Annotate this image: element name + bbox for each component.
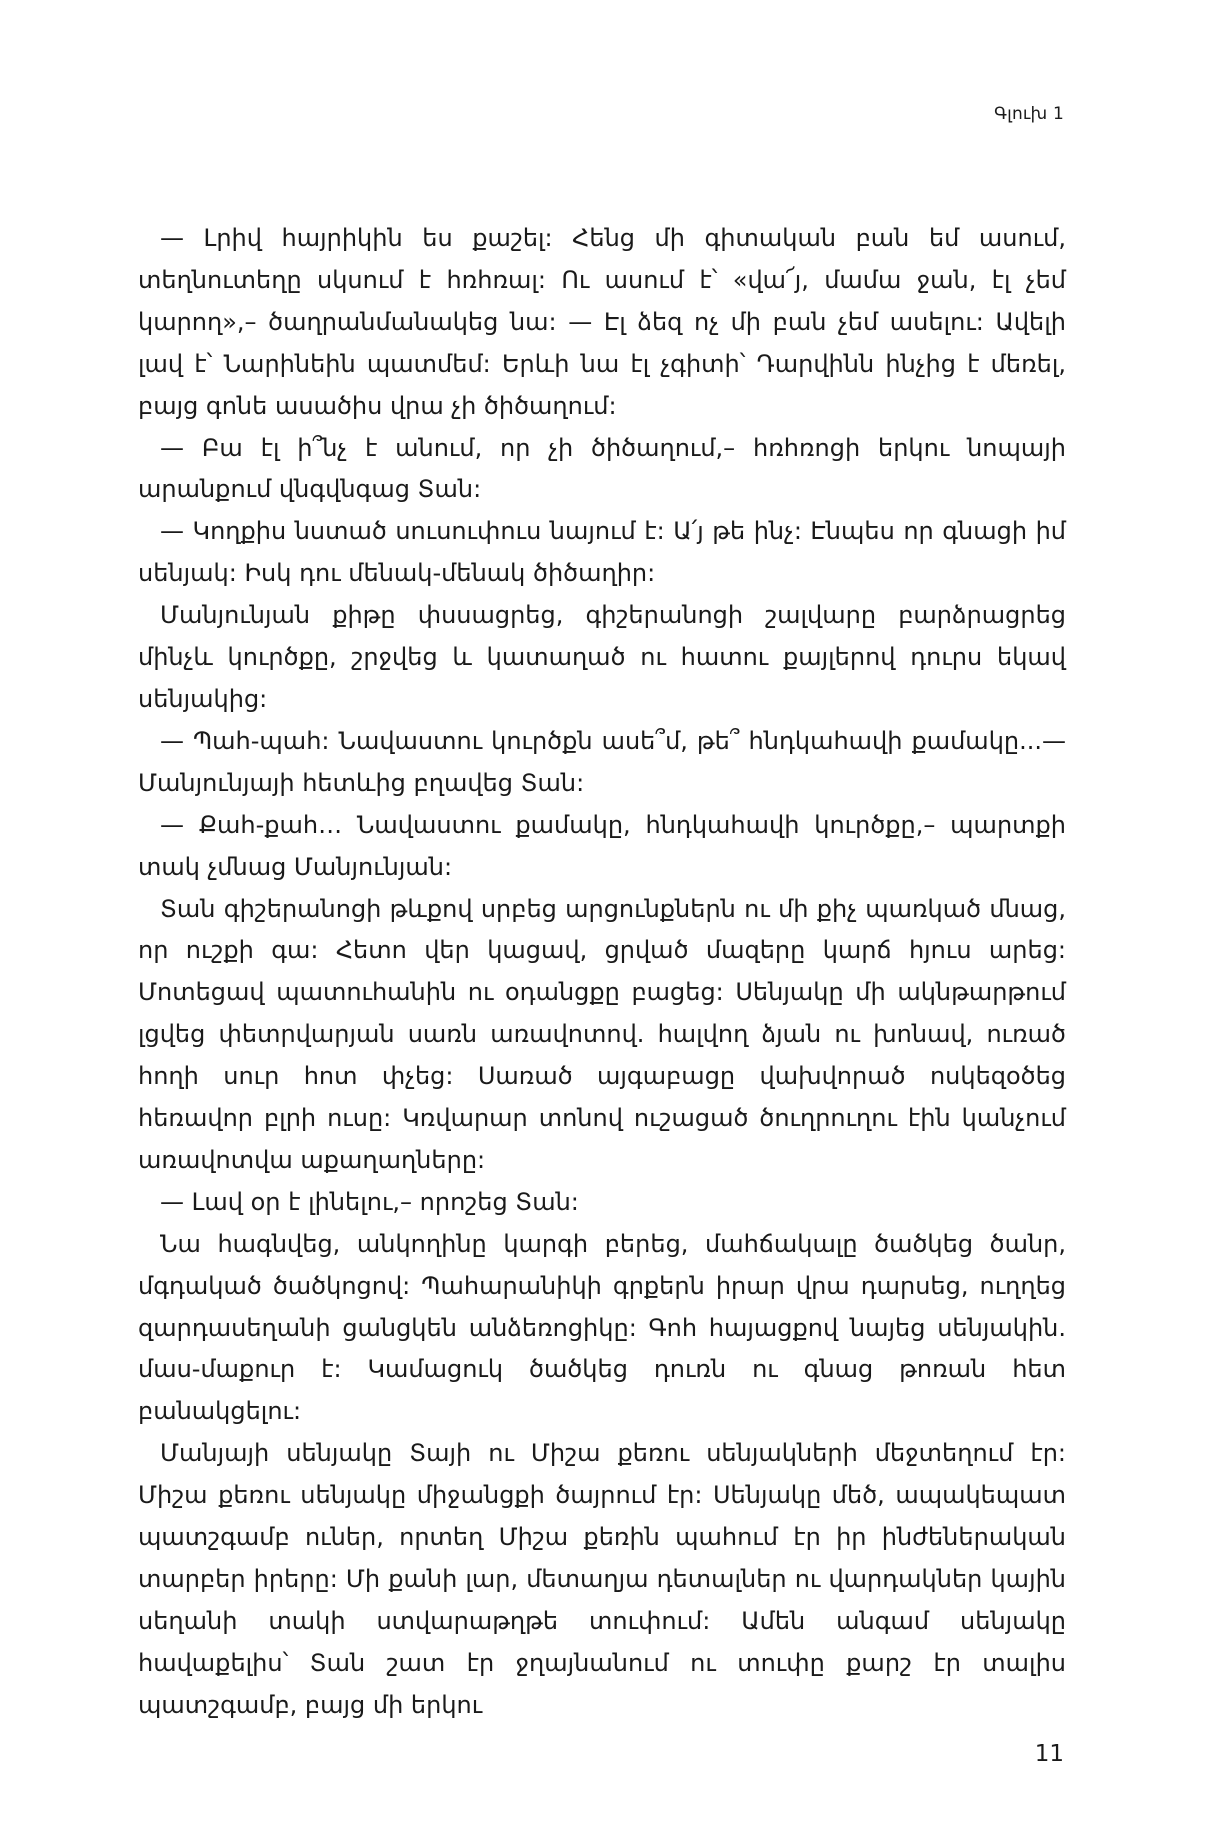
running-head: Գլուխ 1	[994, 104, 1064, 124]
paragraph: — Պահ-պահ: Նավաստու կուրծքն ասե՞մ, թե՞ հնդկահավի քամակը...— Մանյունյայի հետևից բղավեց Տան:	[138, 726, 1066, 797]
paragraph: Նա հագնվեց, անկողինը կարգի բերեց, մահճակալը ծածկեց ծանր, մգդակած ծածկոցով: Պահարանիկի գրքերն իրար վրա դարսեց, ուղղեց զարդասեղանի ցանցկեն անձեռոցիկը: Գոհ հայացքով նայեց սենյակին. մաս-մաքուր է: Կամացուկ ծածկեց դուռն ու գնաց թոռան հետ բանակցելու:	[138, 1229, 1066, 1426]
paragraph: — Քահ-քահ… Նավաստու քամակը, հնդկահավի կուրծքը,– պարտքի տակ չմնաց Մանյունյան:	[138, 810, 1066, 881]
paragraph: Տան գիշերանոցի թևքով սրբեց արցունքներն ու մի քիչ պառկած մնաց, որ ուշքի գա: Հետո վեր կացավ, ցրված մազերը կարճ հյուս արեց: Մոտեցավ պատուհանին ու օդանցքը բացեց: Սենյակը մի ակնթարթում լցվեց փետրվարյան սառն առավոտով. հալվող ձյան ու խոնավ, ուռած հողի սուր հոտ փչեց: Սառած այգաբացը վախվորած ոսկեզօծեց հեռավոր բլրի ուսը: Կռվարար տոնով ուշացած ծուղրուղու էին կանչում առավոտվա աքաղաղները:	[138, 894, 1066, 1174]
paragraph: — Լրիվ հայրիկին ես քաշել: Հենց մի գիտական բան եմ ասում, տեղնուտեղը սկսում է հռհռալ: Ու ասում է՝ «վա՜յ, մամա ջան, էլ չեմ կարող»,– ծաղրանմանակեց նա: — Էլ ձեզ ոչ մի բան չեմ ասելու: Ավելի լավ է՝ Նարինեին պատմեմ: Երևի նա էլ չգիտի՝ Դարվինն ինչից է մեռել, բայց գոնե ասածիս վրա չի ծիծաղում:	[138, 224, 1066, 420]
body-text	[138, 218, 1066, 1727]
paragraph: Մանյայի սենյակը Տայի ու Միշա քեռու սենյակների մեջտեղում էր: Միշա քեռու սենյակը միջանցքի ծայրում էր: Սենյակը մեծ, ապակեպատ պատշգամբ ուներ, որտեղ Միշա քեռին պահում էր իր ինժեներական տարբեր իրերը: Մի քանի լար, մետաղյա դետալներ ու վարդակներ կային սեղանի տակի ստվարաթղթե տուփում: Ամեն անգամ սենյակը հավաքելիս՝ Տան շատ էր ջղայնանում ու տուփը քարշ էր տալիս պատշգամբ, բայց մի երկու	[138, 1439, 1066, 1719]
paragraph: — Լավ օր է լինելու,– որոշեց Տան:	[160, 1187, 579, 1216]
paragraph: — Կողքիս նստած սուսուփուս նայում է: Ա՛յ թե ինչ: Էնպես որ գնացի իմ սենյակ: Իսկ դու մենակ-մենակ ծիծաղիր:	[138, 517, 1066, 588]
paragraph: — Բա էլ ի՞նչ է անում, որ չի ծիծաղում,– հռհռոցի երկու նոպայի արանքում վնգվնգաց Տան:	[138, 433, 1066, 504]
paragraph: Մանյունյան քիթը փսսացրեց, գիշերանոցի շալվարը բարձրացրեց մինչև կուրծքը, շրջվեց և կատաղած ու հատու քայլերով դուրս եկավ սենյակից:	[138, 601, 1066, 713]
page-number: 11	[1034, 1741, 1064, 1767]
